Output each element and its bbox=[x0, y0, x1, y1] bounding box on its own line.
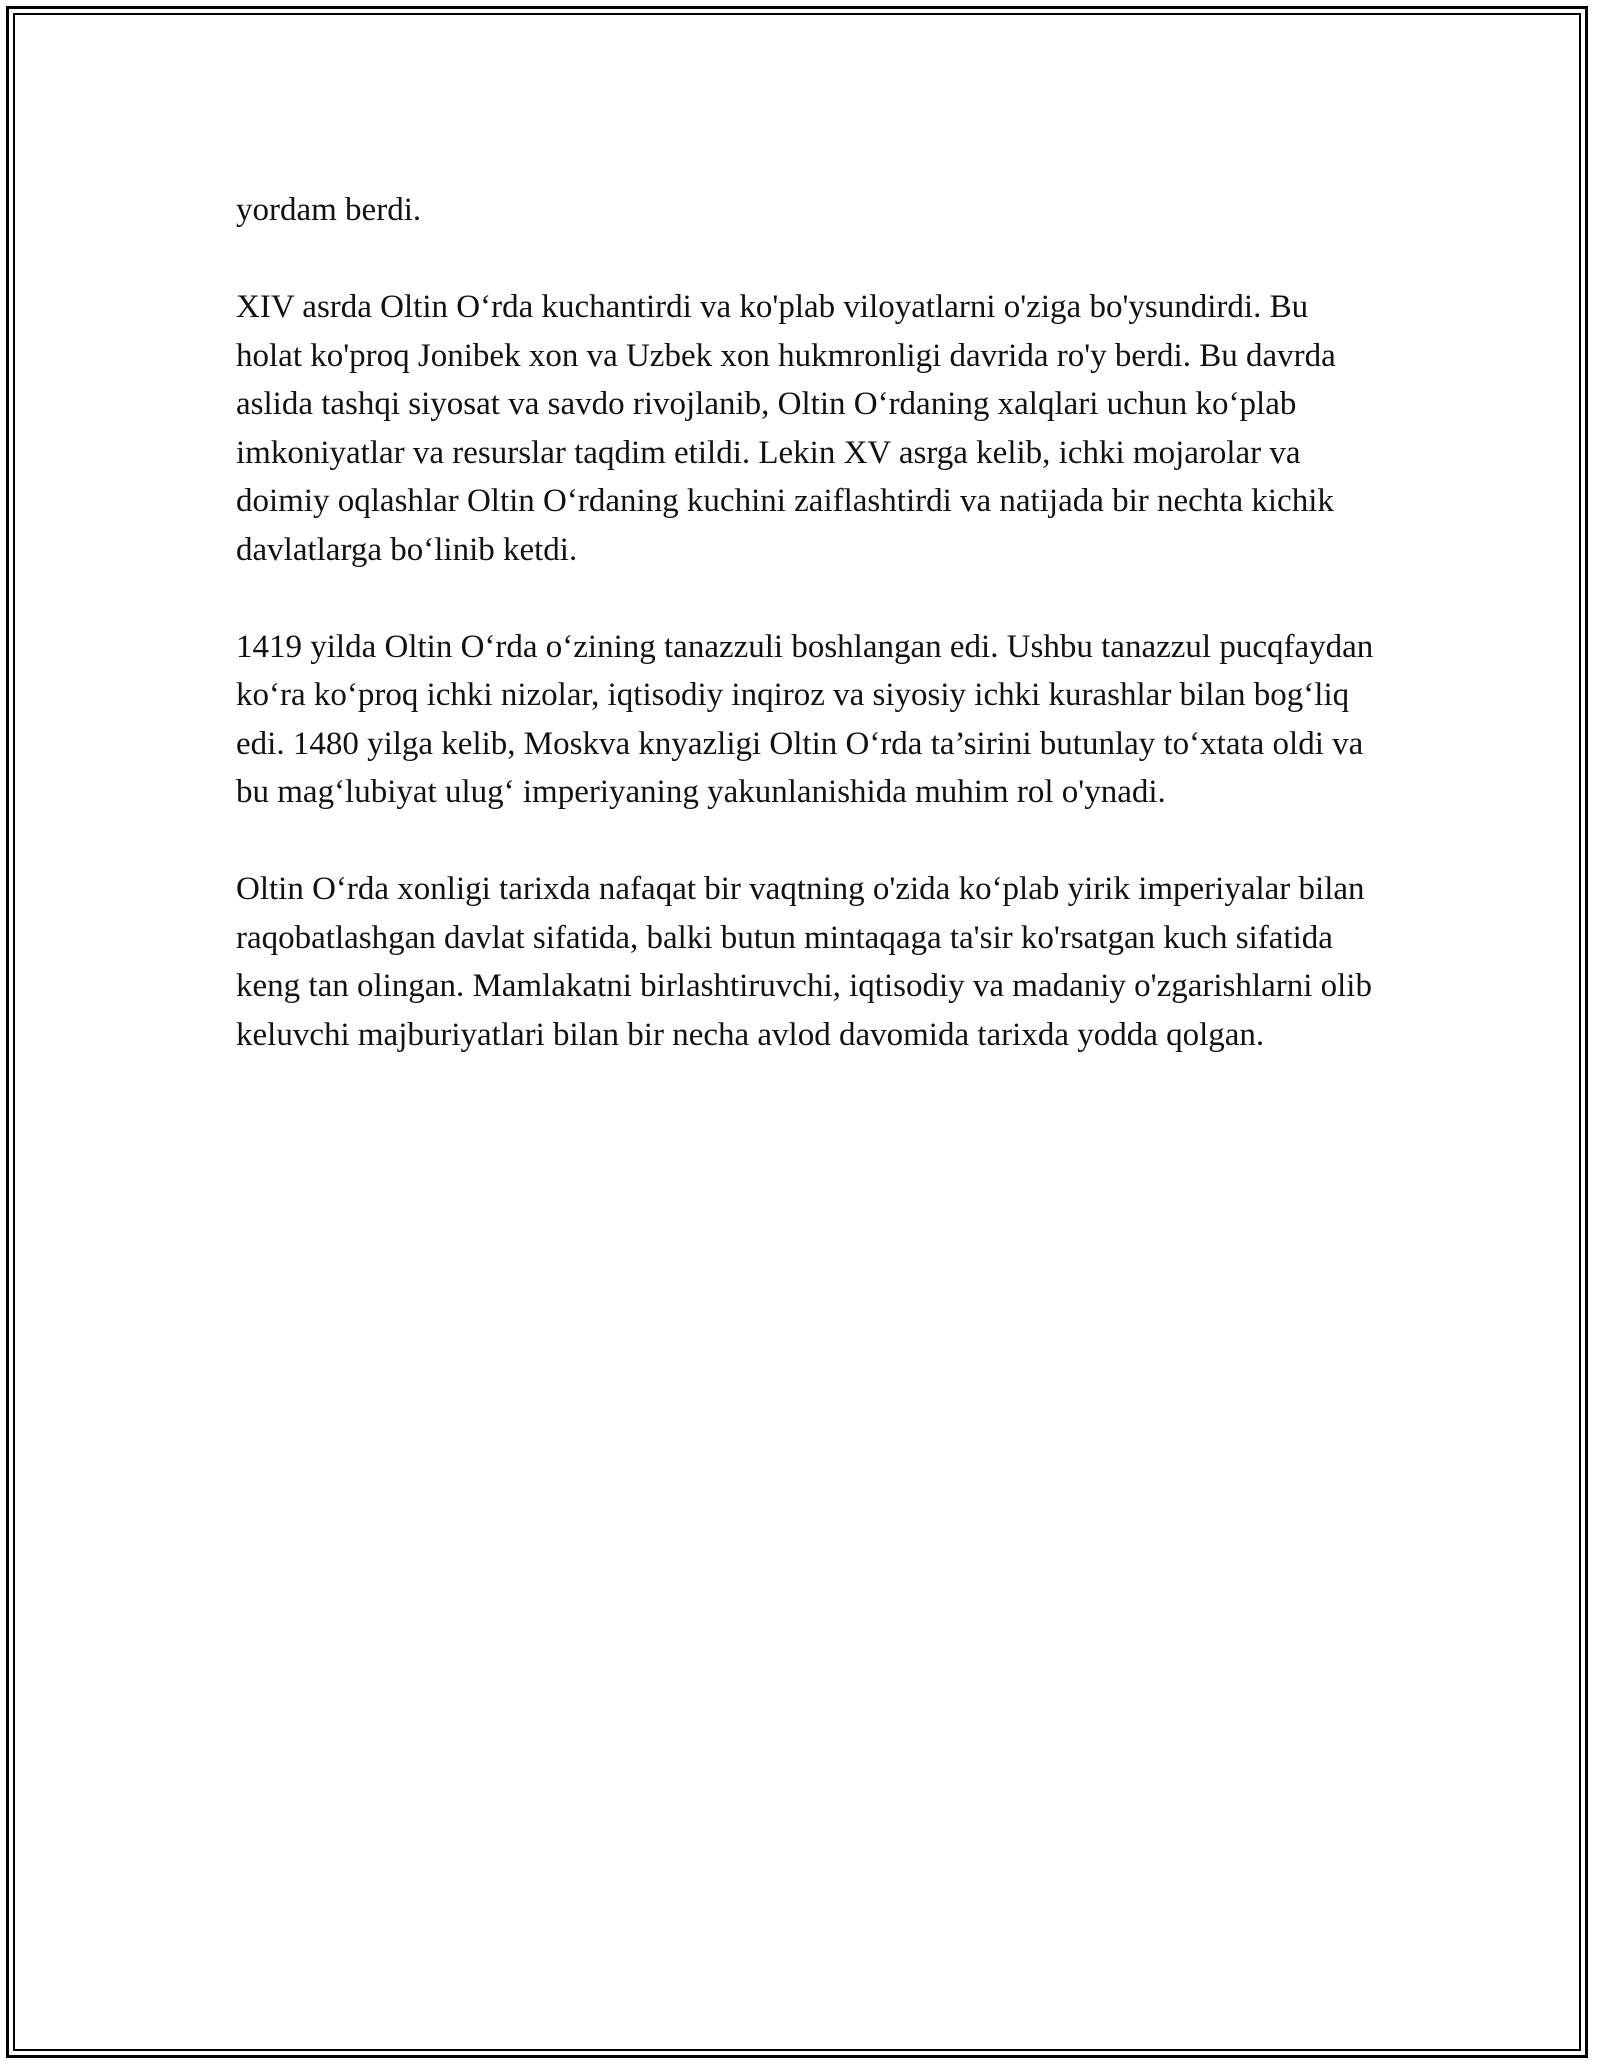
document-body bbox=[236, 186, 1376, 1108]
paragraph-1: yordam berdi. bbox=[236, 192, 422, 228]
paragraph-2: XIV asrda Oltin O‘rda kuchantirdi va ko'plab viloyatlarni o'ziga bo'ysundirdi. Bu holat ko'proq Jonibek xon va Uzbek xon hukmronligi davrida ro'y berdi. Bu davrda aslida tashqi siyosat va savdo rivojlanib, Oltin O‘rdaning xalqlari uchun ko‘plab imkoniyatlar va resurslar taqdim etildi. Lekin XV asrga kelib, ichki mojarolar va doimiy oqlashlar Oltin O‘rdaning kuchini zaiflashtirdi va natijada bir nechta kichik davlatlarga bo‘linib ketdi. bbox=[236, 289, 1336, 568]
paragraph-4: Oltin O‘rda xonligi tarixda nafaqat bir vaqtning o'zida ko‘plab yirik imperiyalar bilan raqobatlashgan davlat sifatida, balki butun mintaqaga ta'sir ko'rsatgan kuch sifatida keng tan olingan. Mamlakatni birlashtiruvchi, iqtisodiy va madaniy o'zgarishlarni olib keluvchi majburiyatlari bilan bir necha avlod davomida tarixda yodda qolgan. bbox=[236, 871, 1372, 1053]
paragraph-3: 1419 yilda Oltin O‘rda o‘zining tanazzuli boshlangan edi. Ushbu tanazzul pucqfaydan ko‘ra ko‘proq ichki nizolar, iqtisodiy inqiroz va siyosiy ichki kurashlar bilan bog‘liq edi. 1480 yilga kelib, Moskva knyazligi Oltin O‘rda ta’sirini butunlay to‘xtata oldi va bu mag‘lubiyat ulug‘ imperiyaning yakunlanishida muhim rol o'ynadi. bbox=[236, 628, 1374, 810]
